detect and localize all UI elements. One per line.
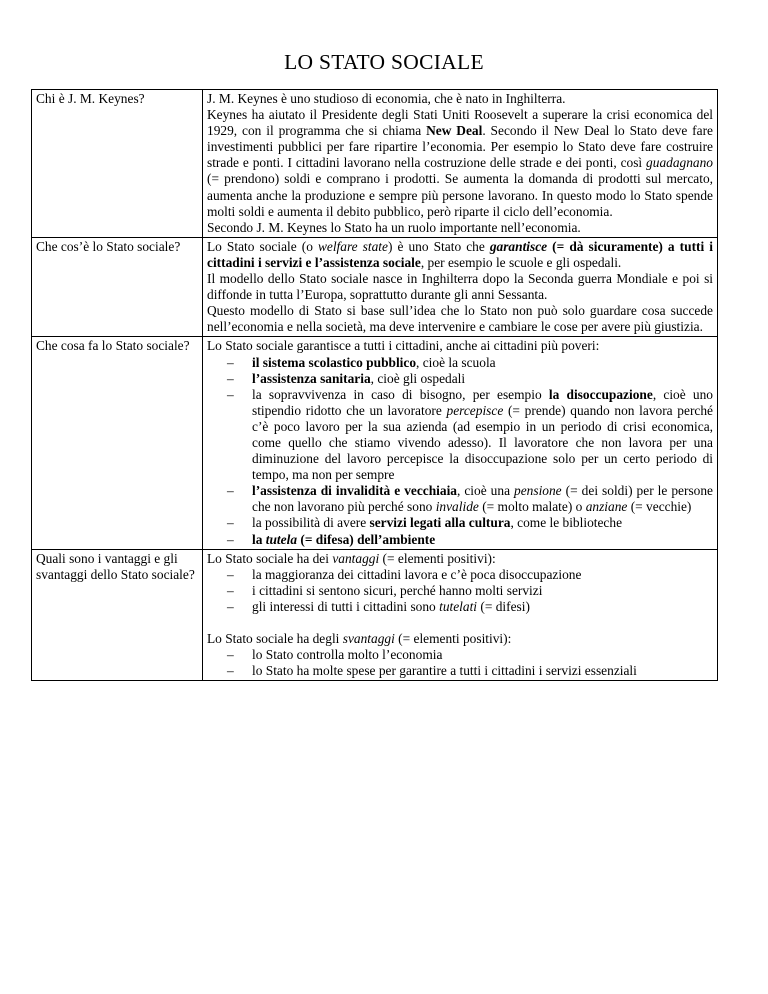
paragraph <box>207 551 713 567</box>
paragraph: Lo Stato sociale garantisce a tutti i cittadini, anche ai cittadini più poveri: <box>207 338 600 354</box>
paragraph <box>207 631 713 647</box>
paragraph <box>207 239 713 271</box>
bold-term: l’assistenza sanitaria <box>252 370 371 386</box>
list-item: – lo Stato controlla molto l’economia <box>227 647 713 663</box>
paragraph: Secondo J. M. Keynes lo Stato ha un ruolo importante nell’economia. <box>207 219 581 235</box>
list-item <box>227 483 713 515</box>
table-row <box>32 337 718 549</box>
question-text: Che cosa fa lo Stato sociale? <box>36 338 190 354</box>
text-span: , cioè gli ospedali <box>370 370 466 386</box>
italic-term: tutelati <box>439 598 478 614</box>
question-cell <box>32 237 203 337</box>
question-text: Chi è J. M. Keynes? <box>36 91 145 106</box>
bold-term: il sistema scolastico pubblico <box>252 354 417 370</box>
list-item: – la maggioranza dei cittadini lavora e c’è poca disoccupazione <box>227 567 713 583</box>
bold-term: (= dà sicuramente) a tutti i cittadini i servizi e l’assistenza sociale <box>207 238 713 270</box>
paragraph <box>207 107 713 220</box>
list-item <box>227 532 713 548</box>
table-row <box>32 90 718 238</box>
text-span: , come le biblioteche <box>510 515 623 531</box>
list-item <box>227 355 713 371</box>
bullet-list <box>207 647 713 679</box>
question-text: Che cos’è lo Stato sociale? <box>36 238 181 254</box>
paragraph: Questo modello di Stato si base sull’idea che lo Stato non può solo guardare cosa succede nell’economia e nella società, ma deve intervenire e cambiare le cose per avere più giustizia. <box>207 303 713 335</box>
answer-cell <box>203 237 718 337</box>
paragraph: Il modello dello Stato sociale nasce in Inghilterra dopo la Seconda guerra Mondiale e poi si diffonde in tutta l’Europa, soprattutto durante gli anni Sessanta. <box>207 271 713 303</box>
text-span: , per esempio le scuole e gli ospedali. <box>420 254 622 270</box>
bold-italic-term: tutela <box>265 531 298 547</box>
text-span: (= prende) quando non lavora perché c’è poco lavoro per la sua azienda (ad esempio in un periodo di crisi economica, come quello che stiamo vivendo adesso). Il lavoratore che non lavora per una diminuzione del lavoro percepisce la disoccupazione solo per un certo periodo di tempo, ma non per sempre <box>252 402 713 483</box>
bold-term: la <box>252 531 266 547</box>
text-span: (= elementi positivi): <box>379 550 496 566</box>
list-item <box>227 387 713 484</box>
text-span: la sopravvivenza in caso di bisogno, per esempio <box>252 386 549 402</box>
table-row <box>32 237 718 337</box>
italic-term: welfare state <box>317 238 388 254</box>
text-span: (= prendono) soldi e comprano i prodotti. Se aumenta la domanda di prodotti sul mercato, aumenta anche la produzione e sempre più persone lavorano. In questo modo lo Stato spende molti soldi e aumenta il debito pubblico, però riparte il ciclo dell’economia. <box>207 171 713 219</box>
italic-term: invalide <box>435 499 479 515</box>
list-item: – i cittadini si sentono sicuri, perché hanno molti servizi <box>227 583 713 599</box>
italic-term: anziane <box>585 499 628 515</box>
bullet-list <box>207 567 713 615</box>
text-span: (= elementi positivi): <box>394 631 512 646</box>
text-span: la possibilità di avere <box>252 515 370 531</box>
page-title: LO STATO SOCIALE <box>284 50 484 74</box>
list-item <box>227 515 713 531</box>
text-span: ) è uno Stato che <box>387 238 490 254</box>
text-span: , cioè uno stipendio ridotto che un lavoratore <box>252 386 713 418</box>
paragraph: J. M. Keynes è uno studioso di economia, che è nato in Inghilterra. <box>207 91 566 106</box>
text-span: , cioè una <box>457 483 515 499</box>
text-span: Keynes ha aiutato il Presidente degli Stati Uniti Roosevelt a superare la crisi economica del 1929, con il programma che si chiama <box>207 107 713 139</box>
italic-term: svantaggi <box>342 631 395 646</box>
text-span: (= dei soldi) per le persone che non lavorano più perché sono <box>252 483 713 515</box>
text-span: Lo Stato sociale (o <box>207 238 318 254</box>
list-item: – lo Stato ha molte spese per garantire a tutti i cittadini i servizi essenziali <box>227 663 713 679</box>
text-span: , cioè la scuola <box>416 354 496 370</box>
text-span: (= molto malate) o <box>478 499 586 515</box>
bold-term: l’assistenza di invalidità e vecchiaia <box>252 483 457 499</box>
text-span: (= difesi) <box>477 598 530 614</box>
answer-cell <box>203 90 718 238</box>
bold-italic-term: garantisce <box>489 238 548 254</box>
answer-cell <box>203 337 718 549</box>
list-item <box>227 599 713 615</box>
question-cell <box>32 337 203 549</box>
text-span: . Secondo il New Deal lo Stato deve fare investimenti pubblici per fare ripartire l’economia. Per esempio lo Stato deve fare costruire strade e ponti. I cittadini lavorano nella costruzione delle strade e dei ponti, così <box>207 123 713 171</box>
answer-cell <box>203 549 718 681</box>
table-row <box>32 549 718 681</box>
bold-term: (= difesa) dell’ambiente <box>297 531 436 547</box>
italic-term: guadagnano <box>646 155 713 171</box>
spacer <box>207 615 713 631</box>
question-text: Quali sono i vantaggi e gli svantaggi dello Stato sociale? <box>36 550 195 582</box>
list-item <box>227 371 713 387</box>
bold-term: servizi legati alla cultura <box>369 515 511 531</box>
bold-term: la disoccupazione <box>548 386 653 402</box>
text-span: Lo Stato sociale ha degli <box>207 631 343 646</box>
bullet-list <box>207 355 713 548</box>
bold-term: New Deal <box>426 123 483 139</box>
italic-term: pensione <box>514 483 562 499</box>
italic-term: percepisce <box>446 402 504 418</box>
question-cell <box>32 549 203 681</box>
italic-term: vantaggi <box>332 550 380 566</box>
question-cell <box>32 90 203 238</box>
text-span: Lo Stato sociale ha dei <box>207 550 333 566</box>
text-span: (= vecchie) <box>627 499 692 515</box>
content-table <box>31 89 718 681</box>
text-span: gli interessi di tutti i cittadini sono <box>252 598 440 614</box>
